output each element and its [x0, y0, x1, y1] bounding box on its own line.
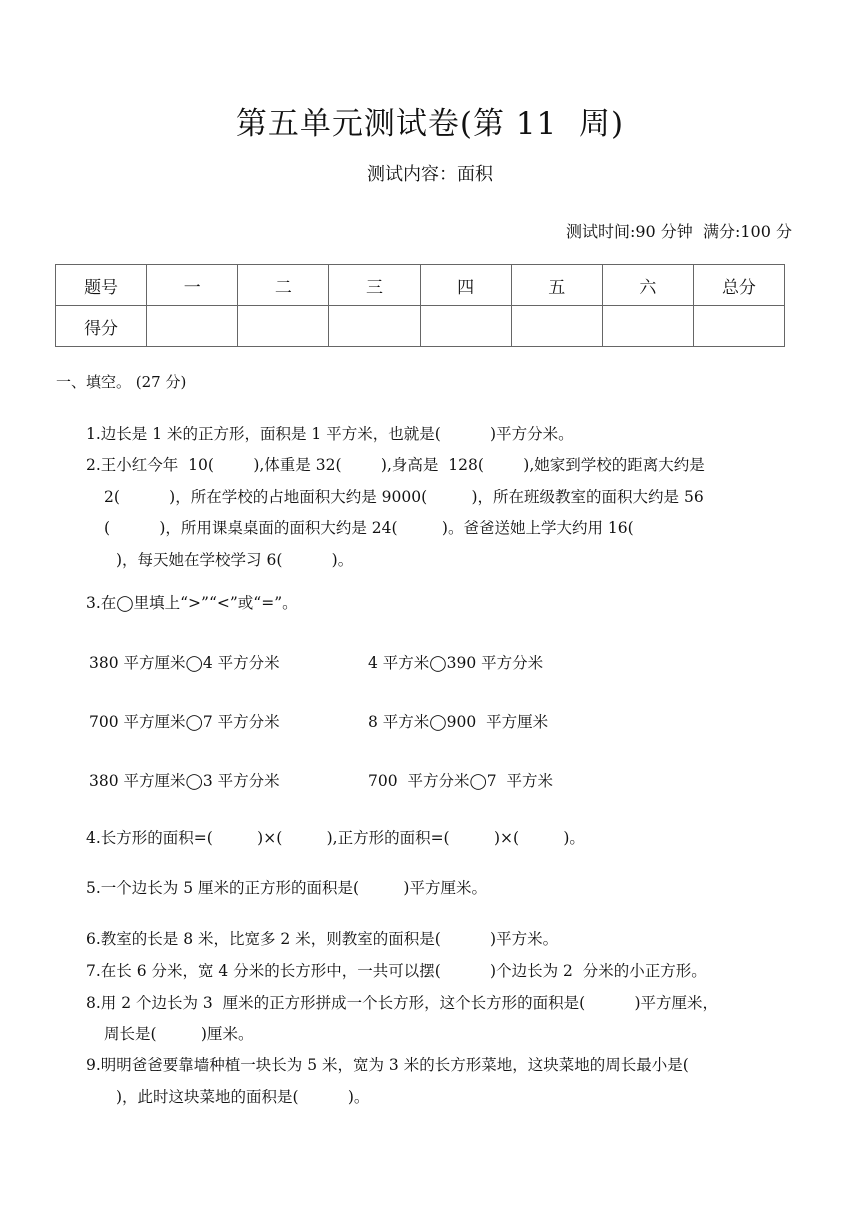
score-table-header-row: [56, 265, 785, 306]
table-header-cell: 一: [147, 265, 238, 306]
question-line: 7.在长 6 分米，宽 4 分米的长方形中，一共可以摆( )个边长为 2 分米的小正方形。: [86, 962, 707, 980]
question-line: 2( )，所在学校的占地面积大约是 9000( )，所在班级教室的面积大约是 56: [104, 488, 704, 506]
question-line: 周长是( )厘米。: [104, 1025, 254, 1043]
score-table-score-row: [56, 306, 785, 347]
table-header-cell: 六: [602, 265, 693, 306]
question-line: 9.明明爸爸要靠墙种植一块长为 5 米，宽为 3 米的长方形菜地，这块菜地的周长最小是(: [86, 1056, 689, 1074]
section-heading: 一、填空。 (27 分): [56, 373, 187, 391]
question-line: 1.边长是 1 米的正方形，面积是 1 平方米，也就是( )平方分米。: [86, 425, 574, 443]
score-cell[interactable]: [238, 306, 329, 347]
question-line: 5.一个边长为 5 厘米的正方形的面积是( )平方厘米。: [86, 879, 487, 897]
score-cell[interactable]: [693, 306, 784, 347]
score-cell[interactable]: [329, 306, 420, 347]
question-line: )，每天她在学校学习 6( )。: [116, 551, 354, 569]
question-line: )，此时这块菜地的面积是( )。: [116, 1088, 370, 1106]
table-header-cell: 二: [238, 265, 329, 306]
table-row-label: 得分: [56, 306, 147, 347]
compare-item: 700 平方厘米◯7 平方分米: [89, 713, 280, 731]
exam-info: 测试时间:90 分钟 满分:100 分: [565, 222, 792, 241]
compare-item: 4 平方米◯390 平方分米: [368, 654, 544, 672]
score-cell[interactable]: [602, 306, 693, 347]
table-header-cell: 三: [329, 265, 420, 306]
question-line: 2.王小红今年 10( ),体重是 32( ),身高是 128( ),她家到学校的距离大约是: [86, 456, 705, 474]
question-line: 6.教室的长是 8 米，比宽多 2 米，则教室的面积是( )平方米。: [86, 930, 559, 948]
table-header-cell: 题号: [56, 265, 147, 306]
table-header-cell: 四: [420, 265, 511, 306]
score-table: [55, 264, 785, 347]
score-cell[interactable]: [147, 306, 238, 347]
compare-item: 8 平方米◯900 平方厘米: [368, 713, 549, 731]
question-line: 4.长方形的面积=( )×( ),正方形的面积=( )×( )。: [86, 829, 585, 847]
table-header-cell: 总分: [693, 265, 784, 306]
compare-item: 380 平方厘米◯4 平方分米: [89, 654, 280, 672]
table-header-cell: 五: [511, 265, 602, 306]
question-line: 8.用 2 个边长为 3 厘米的正方形拼成一个长方形，这个长方形的面积是( )平方厘米，: [86, 994, 719, 1012]
score-cell[interactable]: [511, 306, 602, 347]
score-cell[interactable]: [420, 306, 511, 347]
question-line: 3.在◯里填上“>”“<”或“=”。: [86, 594, 298, 612]
compare-item: 380 平方厘米◯3 平方分米: [89, 772, 280, 790]
page-title: 第五单元测试卷(第 11 周): [235, 106, 625, 142]
compare-item: 700 平方分米◯7 平方米: [368, 772, 554, 790]
question-line: ( )，所用课桌桌面的面积大约是 24( )。爸爸送她上学大约用 16(: [104, 519, 634, 537]
page-subtitle: 测试内容：面积: [367, 164, 493, 185]
